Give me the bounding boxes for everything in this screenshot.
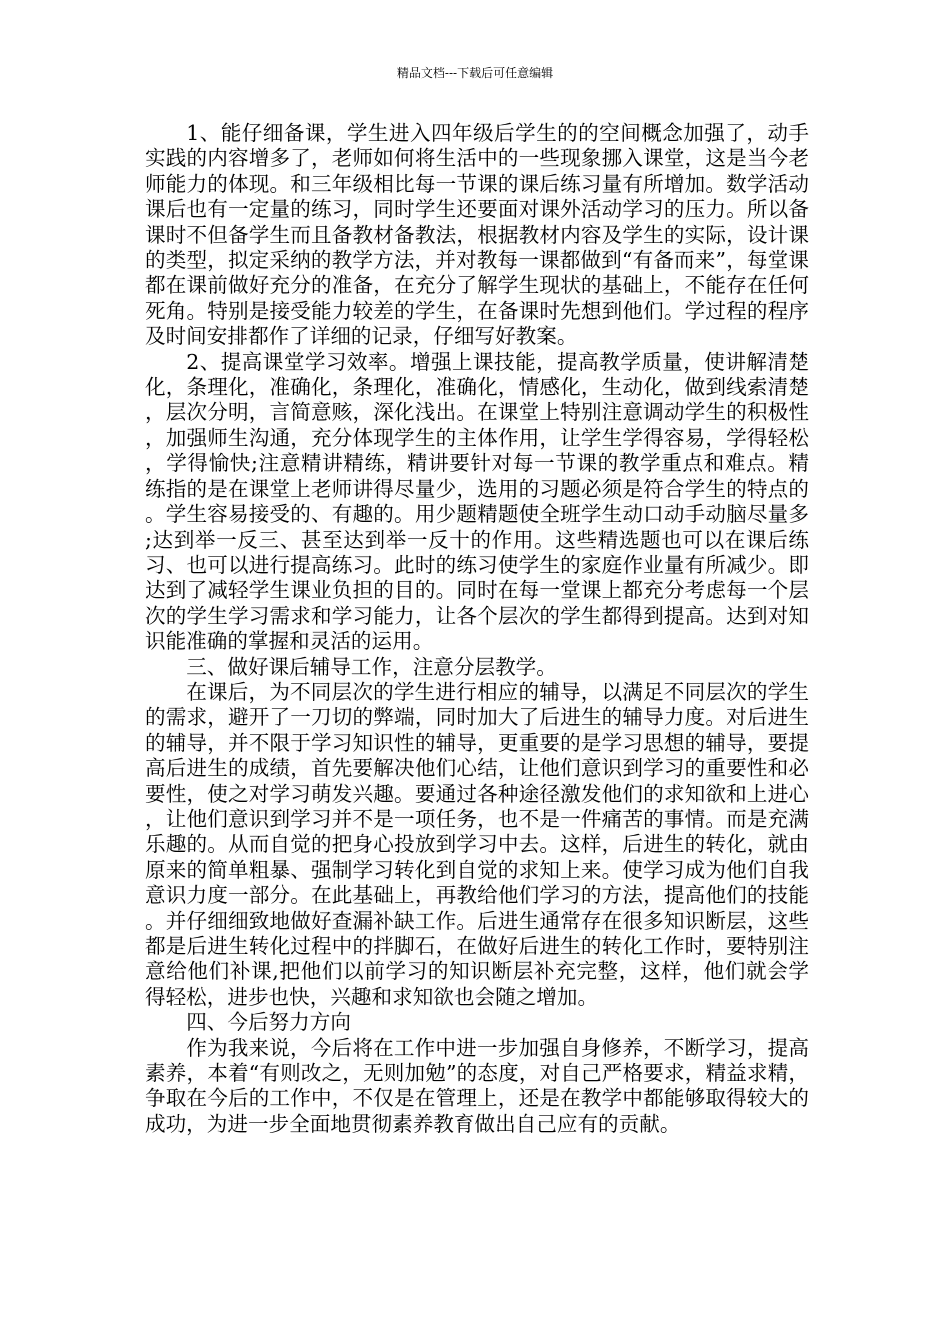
paragraph-lesson-preparation: 1、能仔细备课，学生进入四年级后学生的的空间概念加强了，动手实践的内容增多了，老师如何将生活中的一些现象挪入课堂，这是当今老师能力的体现。和三年级相比每一节课的课后练习量有所增加。数学活动课后也有一定量的练习，同时学生还要面对课外活动学习的压力。所以备课时不但备学生而且备教材备教法，根据教材内容及学生的实际，设计课的类型，拟定采纳的教学方法，并对教每一课都做到“有备而来”，每堂课都在课前做好充分的准备，在充分了解学生现状的基础上，不能存在任何死角。特别是接受能力较差的学生，在备课时先想到他们。学过程的程序及时间安排都作了详细的记录，仔细写好教案。 bbox=[145, 121, 809, 349]
section-heading-future-direction: 四、今后努力方向 bbox=[186, 1010, 351, 1035]
section-heading-tutoring: 三、做好课后辅导工作，注意分层教学。 bbox=[186, 654, 557, 679]
paragraph-after-class-tutoring: 在课后，为不同层次的学生进行相应的辅导，以满足不同层次的学生的需求，避开了一刀切的弊端，同时加大了后进生的辅导力度。对后进生的辅导，并不限于学习知识性的辅导，更重要的是学习思想的辅导，要提高后进生的成绩，首先要解决他们心结，让他们意识到学习的重要性和必要性，使之对学习萌发兴趣。要通过各种途径激发他们的求知欲和上进心，让他们意识到学习并不是一项任务，也不是一件痛苦的事情。而是充满乐趣的。从而自觉的把身心投放到学习中去。这样，后进生的转化，就由原来的简单粗暴、强制学习转化到自觉的求知上来。使学习成为他们自我意识力度一部分。在此基础上，再教给他们学习的方法，提高他们的技能。并仔细细致地做好查漏补缺工作。后进生通常存在很多知识断层，这些都是后进生转化过程中的拌脚石，在做好后进生的转化工作时，要特别注意给他们补课,把他们以前学习的知识断层补充完整，这样，他们就会学得轻松，进步也快，兴趣和求知欲也会随之增加。 bbox=[145, 679, 809, 1009]
paragraph-future-direction: 作为我来说，今后将在工作中进一步加强自身修养，不断学习，提高素养，本着“有则改之，无则加勉”的态度，对自己严格要求，精益求精，争取在今后的工作中，不仅是在管理上，还是在教学中都能够取得较大的成功，为进一步全面地贯彻素养教育做出自己应有的贡献。 bbox=[145, 1035, 809, 1136]
page-header: 精品文档---下载后可任意编辑 bbox=[396, 66, 554, 80]
paragraph-classroom-efficiency: 2、提高课堂学习效率。增强上课技能，提高教学质量，使讲解清楚化，条理化，准确化，条理化，准确化，情感化，生动化，做到线索清楚，层次分明，言简意赅，深化浅出。在课堂上特别注意调动学生的积极性，加强师生沟通，充分体现学生的主体作用，让学生学得容易，学得轻松，学得愉快;注意精讲精练，精讲要针对每一节课的教学重点和难点。精练指的是在课堂上老师讲得尽量少，选用的习题必须是符合学生的特点的。学生容易接受的、有趣的。用少题精题使全班学生动口动手动脑尽量多;达到举一反三、甚至达到举一反十的作用。这些精选题也可以在课后练习、也可以进行提高练习。此时的练习使学生的家庭作业量有所减少。即达到了减轻学生课业负担的目的。同时在每一堂课上都充分考虑每一个层次的学生学习需求和学习能力，让各个层次的学生都得到提高。达到对知识能准确的掌握和灵活的运用。 bbox=[145, 349, 809, 654]
document-body bbox=[145, 121, 809, 1137]
